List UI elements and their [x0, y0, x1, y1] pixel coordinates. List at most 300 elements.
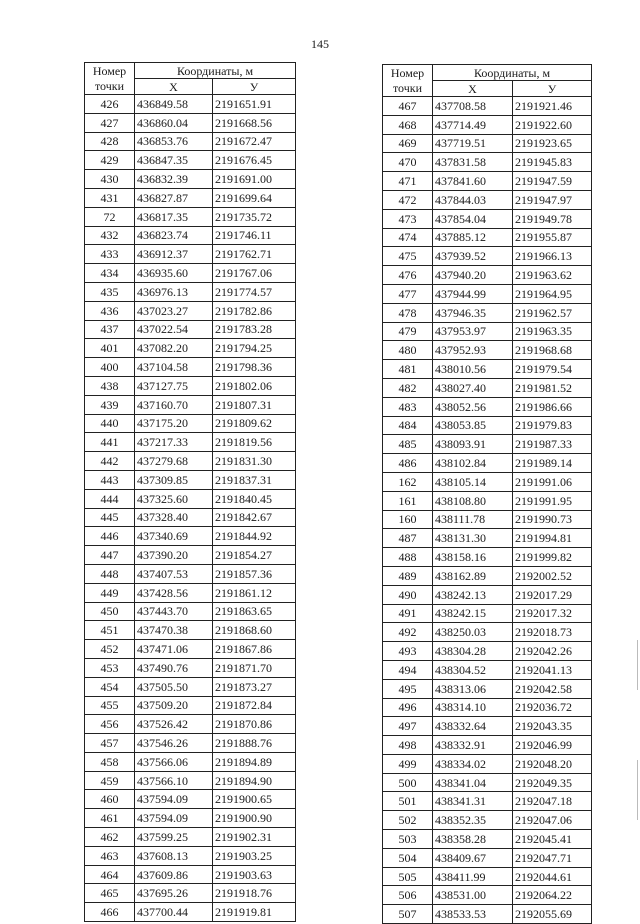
y-coordinate-cell: 2191672.47 — [213, 132, 296, 151]
y-coordinate-cell: 2191963.62 — [513, 266, 592, 285]
y-coordinate-cell: 2191854.27 — [213, 546, 296, 565]
point-number-cell: 491 — [383, 604, 433, 623]
x-coordinate-cell: 437175.20 — [135, 414, 213, 433]
table-row — [383, 773, 592, 792]
x-coordinate-cell: 438105.14 — [433, 472, 513, 491]
point-number-cell: 505 — [383, 867, 433, 886]
x-coordinate-cell: 438358.28 — [433, 830, 513, 849]
x-coordinate-cell: 436827.87 — [135, 188, 213, 207]
table-row — [383, 228, 592, 247]
x-coordinate-cell: 437940.20 — [433, 266, 513, 285]
y-coordinate-cell: 2191837.31 — [213, 470, 296, 489]
y-coordinate-cell: 2191900.65 — [213, 790, 296, 809]
x-coordinate-cell: 438052.56 — [433, 397, 513, 416]
header-x: X — [433, 81, 513, 97]
x-coordinate-cell: 437952.93 — [433, 341, 513, 360]
y-coordinate-cell: 2192042.26 — [513, 642, 592, 661]
x-coordinate-cell: 438533.53 — [433, 905, 513, 924]
y-coordinate-cell: 2191691.00 — [213, 170, 296, 189]
x-coordinate-cell: 437708.58 — [433, 97, 513, 116]
x-coordinate-cell: 436860.04 — [135, 113, 213, 132]
x-coordinate-cell: 437309.85 — [135, 470, 213, 489]
y-coordinate-cell: 2191807.31 — [213, 395, 296, 414]
table-row — [85, 865, 296, 884]
point-number-cell: 461 — [85, 809, 135, 828]
y-coordinate-cell: 2191968.68 — [513, 341, 592, 360]
table-row — [383, 585, 592, 604]
x-coordinate-cell: 437566.10 — [135, 771, 213, 790]
point-number-cell: 454 — [85, 677, 135, 696]
y-coordinate-cell: 2191863.65 — [213, 602, 296, 621]
point-number-cell: 476 — [383, 266, 433, 285]
table-row — [85, 602, 296, 621]
y-coordinate-cell: 2192047.71 — [513, 848, 592, 867]
x-coordinate-cell: 437939.52 — [433, 247, 513, 266]
y-coordinate-cell: 2191651.91 — [213, 95, 296, 114]
y-coordinate-cell: 2191900.90 — [213, 809, 296, 828]
x-coordinate-cell: 437428.56 — [135, 583, 213, 602]
y-coordinate-cell: 2191966.13 — [513, 247, 592, 266]
y-coordinate-cell: 2192047.18 — [513, 792, 592, 811]
y-coordinate-cell: 2191868.60 — [213, 621, 296, 640]
table-row — [85, 752, 296, 771]
x-coordinate-cell: 438313.06 — [433, 679, 513, 698]
table-row — [383, 209, 592, 228]
table-row — [383, 341, 592, 360]
point-number-cell: 441 — [85, 433, 135, 452]
table-row — [85, 809, 296, 828]
x-coordinate-cell: 438053.85 — [433, 416, 513, 435]
table-row — [383, 303, 592, 322]
y-coordinate-cell: 2191798.36 — [213, 358, 296, 377]
x-coordinate-cell: 436853.76 — [135, 132, 213, 151]
y-coordinate-cell: 2191870.86 — [213, 715, 296, 734]
x-coordinate-cell: 437390.20 — [135, 546, 213, 565]
point-number-cell: 499 — [383, 754, 433, 773]
y-coordinate-cell: 2191923.65 — [513, 134, 592, 153]
point-number-cell: 429 — [85, 151, 135, 170]
point-number-cell: 438 — [85, 376, 135, 395]
y-coordinate-cell: 2191867.86 — [213, 640, 296, 659]
y-coordinate-cell: 2191861.12 — [213, 583, 296, 602]
x-coordinate-cell: 438131.30 — [433, 529, 513, 548]
table-row — [85, 95, 296, 114]
table-row — [383, 454, 592, 473]
x-coordinate-cell: 438341.04 — [433, 773, 513, 792]
x-coordinate-cell: 437700.44 — [135, 903, 213, 922]
scan-edge-mark — [637, 760, 638, 820]
y-coordinate-cell: 2191699.64 — [213, 188, 296, 207]
x-coordinate-cell: 437407.53 — [135, 564, 213, 583]
y-coordinate-cell: 2191981.52 — [513, 378, 592, 397]
x-coordinate-cell: 437526.42 — [135, 715, 213, 734]
y-coordinate-cell: 2191947.59 — [513, 172, 592, 191]
point-number-cell: 458 — [85, 752, 135, 771]
x-coordinate-cell: 437695.26 — [135, 884, 213, 903]
coordinates-table-right — [382, 64, 592, 924]
point-number-cell: 455 — [85, 696, 135, 715]
x-coordinate-cell: 437944.99 — [433, 284, 513, 303]
point-number-cell: 447 — [85, 546, 135, 565]
y-coordinate-cell: 2191987.33 — [513, 435, 592, 454]
y-coordinate-cell: 2192017.32 — [513, 604, 592, 623]
point-number-cell: 504 — [383, 848, 433, 867]
y-coordinate-cell: 2191991.95 — [513, 491, 592, 510]
point-number-cell: 483 — [383, 397, 433, 416]
point-number-cell: 444 — [85, 489, 135, 508]
table-row — [383, 848, 592, 867]
x-coordinate-cell: 436817.35 — [135, 207, 213, 226]
table-row — [85, 170, 296, 189]
x-coordinate-cell: 437594.09 — [135, 790, 213, 809]
point-number-cell: 506 — [383, 886, 433, 905]
table-row — [383, 472, 592, 491]
page-number: 145 — [311, 37, 329, 51]
table-row — [383, 905, 592, 924]
y-coordinate-cell: 2191857.36 — [213, 564, 296, 583]
x-coordinate-cell: 438111.78 — [433, 510, 513, 529]
table-row — [85, 470, 296, 489]
table-row — [85, 207, 296, 226]
point-number-cell: 490 — [383, 585, 433, 604]
table-row — [85, 339, 296, 358]
x-coordinate-cell: 437104.58 — [135, 358, 213, 377]
x-coordinate-cell: 437609.86 — [135, 865, 213, 884]
point-number-cell: 431 — [85, 188, 135, 207]
x-coordinate-cell: 438102.84 — [433, 454, 513, 473]
x-coordinate-cell: 437608.13 — [135, 846, 213, 865]
table-row — [85, 489, 296, 508]
table-row — [85, 358, 296, 377]
table-row — [85, 226, 296, 245]
y-coordinate-cell: 2191783.28 — [213, 320, 296, 339]
x-coordinate-cell: 437831.58 — [433, 153, 513, 172]
point-number-cell: 162 — [383, 472, 433, 491]
point-number-cell: 500 — [383, 773, 433, 792]
x-coordinate-cell: 437490.76 — [135, 658, 213, 677]
point-number-cell: 451 — [85, 621, 135, 640]
point-number-cell: 503 — [383, 830, 433, 849]
x-coordinate-cell: 438304.28 — [433, 642, 513, 661]
y-coordinate-cell: 2191774.57 — [213, 282, 296, 301]
y-coordinate-cell: 2191964.95 — [513, 284, 592, 303]
x-coordinate-cell: 437471.06 — [135, 640, 213, 659]
table-row — [85, 527, 296, 546]
x-coordinate-cell: 438314.10 — [433, 698, 513, 717]
y-coordinate-cell: 2191921.46 — [513, 97, 592, 116]
table-row — [85, 658, 296, 677]
x-coordinate-cell: 437022.54 — [135, 320, 213, 339]
y-coordinate-cell: 2191873.27 — [213, 677, 296, 696]
point-number-cell: 497 — [383, 717, 433, 736]
point-number-cell: 469 — [383, 134, 433, 153]
x-coordinate-cell: 437953.97 — [433, 322, 513, 341]
point-number-cell: 440 — [85, 414, 135, 433]
x-coordinate-cell: 437719.51 — [433, 134, 513, 153]
point-number-cell: 485 — [383, 435, 433, 454]
table-row — [85, 132, 296, 151]
table-row — [383, 642, 592, 661]
scan-edge-mark — [637, 640, 638, 690]
y-coordinate-cell: 2191802.06 — [213, 376, 296, 395]
table-row — [85, 790, 296, 809]
point-number-cell: 487 — [383, 529, 433, 548]
x-coordinate-cell: 438093.91 — [433, 435, 513, 454]
table-row — [383, 566, 592, 585]
y-coordinate-cell: 2191842.67 — [213, 508, 296, 527]
x-coordinate-cell: 437470.38 — [135, 621, 213, 640]
point-number-cell: 428 — [85, 132, 135, 151]
x-coordinate-cell: 437023.27 — [135, 301, 213, 320]
point-number-cell: 426 — [85, 95, 135, 114]
table-row — [383, 266, 592, 285]
table-row — [85, 715, 296, 734]
x-coordinate-cell: 438409.67 — [433, 848, 513, 867]
table-row — [383, 134, 592, 153]
table-row — [85, 264, 296, 283]
table-row — [383, 397, 592, 416]
y-coordinate-cell: 2191831.30 — [213, 452, 296, 471]
table-row — [383, 717, 592, 736]
x-coordinate-cell: 438352.35 — [433, 811, 513, 830]
table-row — [383, 604, 592, 623]
table-row — [85, 452, 296, 471]
x-coordinate-cell: 438010.56 — [433, 360, 513, 379]
x-coordinate-cell: 436976.13 — [135, 282, 213, 301]
point-number-cell: 481 — [383, 360, 433, 379]
x-coordinate-cell: 437946.35 — [433, 303, 513, 322]
point-number-cell: 453 — [85, 658, 135, 677]
point-number-cell: 480 — [383, 341, 433, 360]
x-coordinate-cell: 438108.80 — [433, 491, 513, 510]
point-number-cell: 493 — [383, 642, 433, 661]
header-coordinates: Координаты, м — [433, 65, 592, 81]
y-coordinate-cell: 2191872.84 — [213, 696, 296, 715]
y-coordinate-cell: 2191990.73 — [513, 510, 592, 529]
table-row — [383, 172, 592, 191]
point-number-cell: 471 — [383, 172, 433, 191]
point-number-cell: 466 — [85, 903, 135, 922]
x-coordinate-cell: 438531.00 — [433, 886, 513, 905]
y-coordinate-cell: 2191962.57 — [513, 303, 592, 322]
y-coordinate-cell: 2192064.22 — [513, 886, 592, 905]
point-number-cell: 160 — [383, 510, 433, 529]
x-coordinate-cell: 436832.39 — [135, 170, 213, 189]
y-coordinate-cell: 2191894.90 — [213, 771, 296, 790]
x-coordinate-cell: 438334.02 — [433, 754, 513, 773]
point-number-cell: 452 — [85, 640, 135, 659]
table-row — [85, 376, 296, 395]
table-row — [85, 282, 296, 301]
table-row — [85, 677, 296, 696]
point-number-cell: 477 — [383, 284, 433, 303]
point-number-cell: 474 — [383, 228, 433, 247]
table-row — [383, 416, 592, 435]
point-number-cell: 465 — [85, 884, 135, 903]
y-coordinate-cell: 2192042.58 — [513, 679, 592, 698]
point-number-cell: 482 — [383, 378, 433, 397]
y-coordinate-cell: 2191676.45 — [213, 151, 296, 170]
point-number-cell: 435 — [85, 282, 135, 301]
y-coordinate-cell: 2192046.99 — [513, 736, 592, 755]
table-row — [85, 903, 296, 922]
table-row — [85, 546, 296, 565]
x-coordinate-cell: 437566.06 — [135, 752, 213, 771]
point-number-cell: 439 — [85, 395, 135, 414]
x-coordinate-cell: 437443.70 — [135, 602, 213, 621]
table-row — [383, 360, 592, 379]
table-row — [85, 583, 296, 602]
y-coordinate-cell: 2191844.92 — [213, 527, 296, 546]
point-number-cell: 456 — [85, 715, 135, 734]
point-number-cell: 472 — [383, 190, 433, 209]
point-number-cell: 445 — [85, 508, 135, 527]
point-number-cell: 492 — [383, 623, 433, 642]
y-coordinate-cell: 2191918.76 — [213, 884, 296, 903]
y-coordinate-cell: 2192049.35 — [513, 773, 592, 792]
point-number-cell: 400 — [85, 358, 135, 377]
x-coordinate-cell: 438304.52 — [433, 660, 513, 679]
y-coordinate-cell: 2191945.83 — [513, 153, 592, 172]
y-coordinate-cell: 2191979.83 — [513, 416, 592, 435]
table-row — [383, 792, 592, 811]
y-coordinate-cell: 2191979.54 — [513, 360, 592, 379]
x-coordinate-cell: 437127.75 — [135, 376, 213, 395]
table-row — [85, 621, 296, 640]
x-coordinate-cell: 437279.68 — [135, 452, 213, 471]
point-number-cell: 460 — [85, 790, 135, 809]
header-point-number: Номер точки — [85, 63, 135, 95]
y-coordinate-cell: 2191947.97 — [513, 190, 592, 209]
y-coordinate-cell: 2191919.81 — [213, 903, 296, 922]
point-number-cell: 494 — [383, 660, 433, 679]
x-coordinate-cell: 436847.35 — [135, 151, 213, 170]
y-coordinate-cell: 2191888.76 — [213, 734, 296, 753]
table-row — [383, 510, 592, 529]
x-coordinate-cell: 438242.15 — [433, 604, 513, 623]
table-row — [383, 698, 592, 717]
header-y: У — [213, 79, 296, 95]
point-number-cell: 457 — [85, 734, 135, 753]
y-coordinate-cell: 2192041.13 — [513, 660, 592, 679]
y-coordinate-cell: 2191840.45 — [213, 489, 296, 508]
table-row — [85, 113, 296, 132]
y-coordinate-cell: 2191922.60 — [513, 115, 592, 134]
y-coordinate-cell: 2191809.62 — [213, 414, 296, 433]
x-coordinate-cell: 437160.70 — [135, 395, 213, 414]
x-coordinate-cell: 438242.13 — [433, 585, 513, 604]
point-number-cell: 484 — [383, 416, 433, 435]
y-coordinate-cell: 2192047.06 — [513, 811, 592, 830]
table-row — [383, 867, 592, 886]
point-number-cell: 401 — [85, 339, 135, 358]
x-coordinate-cell: 437854.04 — [433, 209, 513, 228]
point-number-cell: 437 — [85, 320, 135, 339]
x-coordinate-cell: 437599.25 — [135, 828, 213, 847]
y-coordinate-cell: 2191794.25 — [213, 339, 296, 358]
point-number-cell: 496 — [383, 698, 433, 717]
point-number-cell: 462 — [85, 828, 135, 847]
y-coordinate-cell: 2191991.06 — [513, 472, 592, 491]
y-coordinate-cell: 2191782.86 — [213, 301, 296, 320]
point-number-cell: 502 — [383, 811, 433, 830]
point-number-cell: 468 — [383, 115, 433, 134]
header-point-number: Номер точки — [383, 65, 433, 97]
table-row — [383, 811, 592, 830]
table-row — [85, 245, 296, 264]
x-coordinate-cell: 437594.09 — [135, 809, 213, 828]
point-number-cell: 430 — [85, 170, 135, 189]
point-number-cell: 498 — [383, 736, 433, 755]
table-row — [85, 508, 296, 527]
x-coordinate-cell: 438158.16 — [433, 548, 513, 567]
table-row — [383, 886, 592, 905]
table-row — [383, 736, 592, 755]
point-number-cell: 436 — [85, 301, 135, 320]
header-coordinates: Координаты, м — [135, 63, 296, 79]
y-coordinate-cell: 2191989.14 — [513, 454, 592, 473]
y-coordinate-cell: 2191762.71 — [213, 245, 296, 264]
table-row — [383, 378, 592, 397]
point-number-cell: 433 — [85, 245, 135, 264]
x-coordinate-cell: 438162.89 — [433, 566, 513, 585]
y-coordinate-cell: 2191902.31 — [213, 828, 296, 847]
y-coordinate-cell: 2191894.89 — [213, 752, 296, 771]
table-row — [383, 322, 592, 341]
table-row — [383, 435, 592, 454]
point-number-cell: 450 — [85, 602, 135, 621]
point-number-cell: 464 — [85, 865, 135, 884]
point-number-cell: 448 — [85, 564, 135, 583]
table-row — [85, 640, 296, 659]
y-coordinate-cell: 2192002.52 — [513, 566, 592, 585]
table-row — [383, 284, 592, 303]
y-coordinate-cell: 2192055.69 — [513, 905, 592, 924]
table-row — [85, 846, 296, 865]
table-row — [85, 414, 296, 433]
table-row — [383, 623, 592, 642]
table-row — [85, 151, 296, 170]
y-coordinate-cell: 2191955.87 — [513, 228, 592, 247]
table-row — [85, 395, 296, 414]
x-coordinate-cell: 438332.91 — [433, 736, 513, 755]
point-number-cell: 161 — [383, 491, 433, 510]
y-coordinate-cell: 2191767.06 — [213, 264, 296, 283]
y-coordinate-cell: 2191819.56 — [213, 433, 296, 452]
table-row — [383, 754, 592, 773]
table-row — [85, 188, 296, 207]
point-number-cell: 432 — [85, 226, 135, 245]
y-coordinate-cell: 2192045.41 — [513, 830, 592, 849]
y-coordinate-cell: 2192017.29 — [513, 585, 592, 604]
point-number-cell: 467 — [383, 97, 433, 116]
y-coordinate-cell: 2191903.25 — [213, 846, 296, 865]
point-number-cell: 443 — [85, 470, 135, 489]
y-coordinate-cell: 2191994.81 — [513, 529, 592, 548]
x-coordinate-cell: 438341.31 — [433, 792, 513, 811]
x-coordinate-cell: 438250.03 — [433, 623, 513, 642]
point-number-cell: 446 — [85, 527, 135, 546]
x-coordinate-cell: 437082.20 — [135, 339, 213, 358]
point-number-cell: 427 — [85, 113, 135, 132]
x-coordinate-cell: 436935.60 — [135, 264, 213, 283]
y-coordinate-cell: 2191903.63 — [213, 865, 296, 884]
table-row — [85, 320, 296, 339]
table-row — [85, 301, 296, 320]
header-y: У — [513, 81, 592, 97]
point-number-cell: 463 — [85, 846, 135, 865]
x-coordinate-cell: 437509.20 — [135, 696, 213, 715]
